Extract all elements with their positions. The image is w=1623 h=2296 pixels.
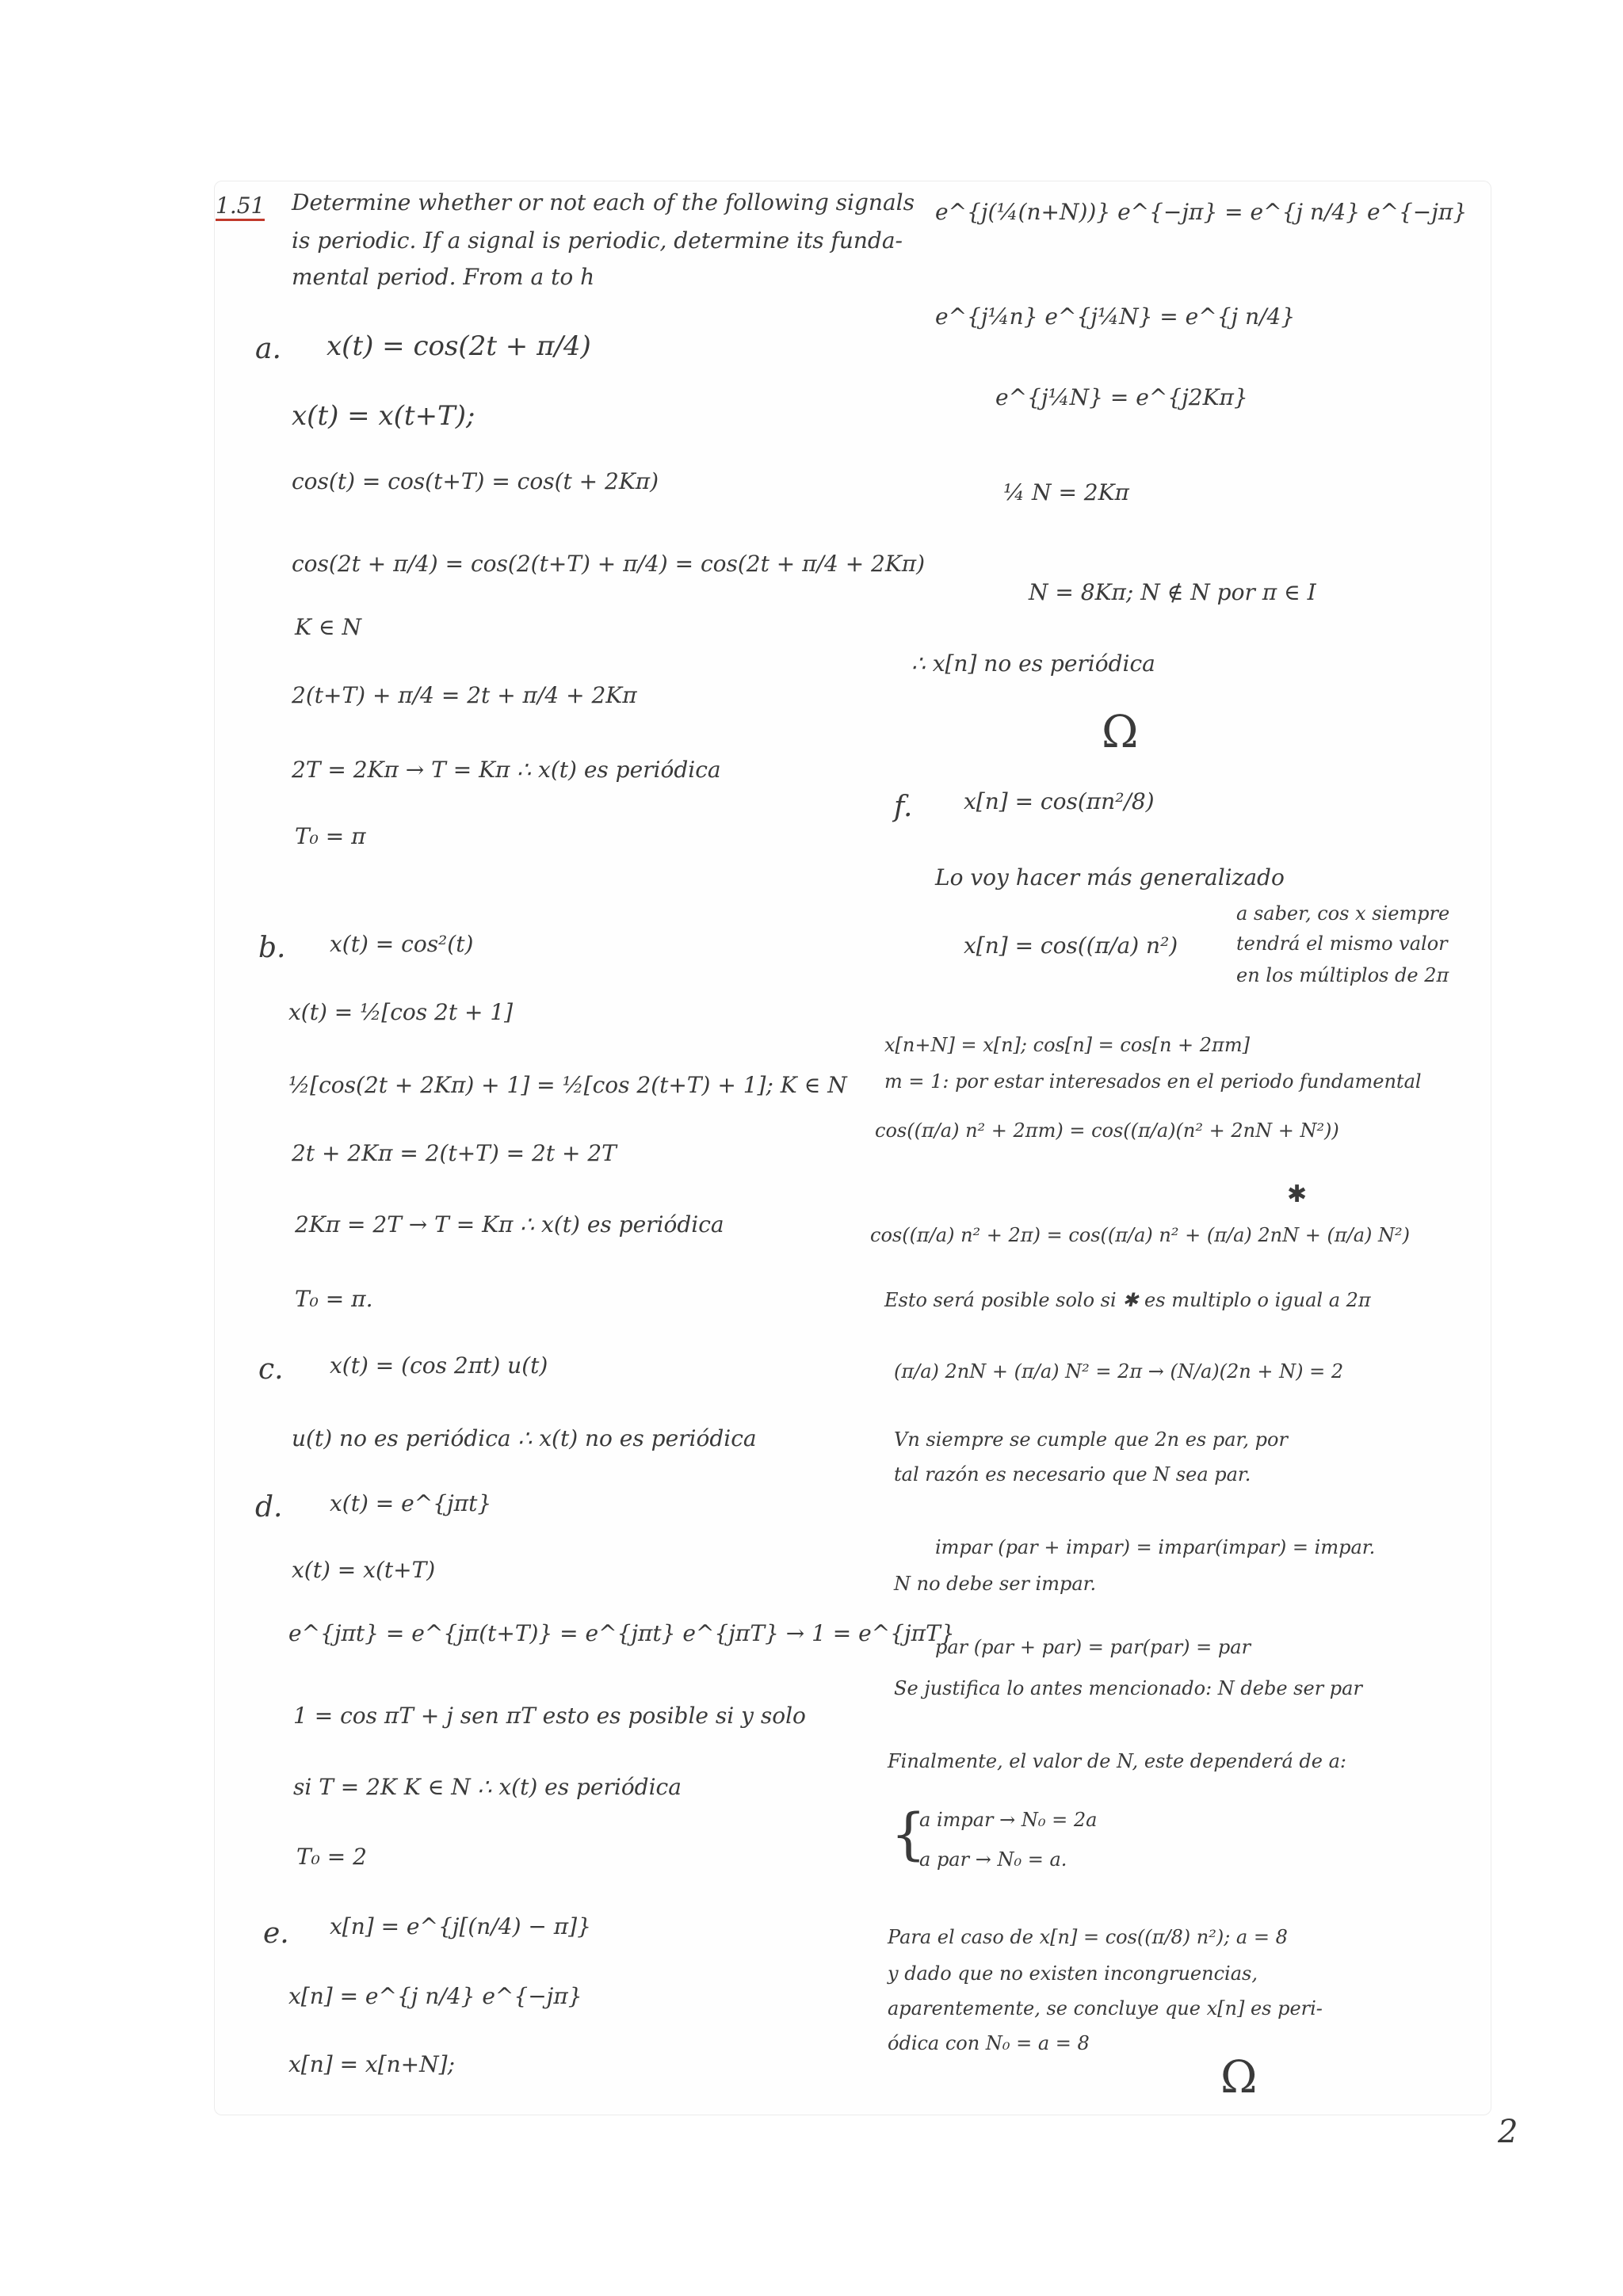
part-f-line: y dado que no existen incongruencias, [888, 1962, 1258, 1985]
part-e-line: N = 8Kπ; N ∉ N por π ∈ I [1029, 579, 1316, 605]
part-f-line: N no debe ser impar. [894, 1573, 1097, 1595]
part-a-line: cos(2t + π/4) = cos(2(t+T) + π/4) = cos(2t + π/4 + 2Kπ) [292, 551, 926, 577]
part-e-label: e. [263, 1917, 289, 1950]
part-f-line: Esto será posible solo si ✱ es multiplo o igual a 2π [884, 1289, 1371, 1311]
part-f-line: Lo voy hacer más generalizado [935, 864, 1285, 891]
part-b-line: T₀ = π. [295, 1286, 373, 1312]
part-f-line: Finalmente, el valor de N, este dependerá de a: [888, 1750, 1346, 1772]
part-f-line: x[n] = cos(πn²/8) [964, 788, 1155, 814]
problem-number: 1.51 [216, 193, 265, 221]
part-b-line: ½[cos(2t + 2Kπ) + 1] = ½[cos 2(t+T) + 1]; K ∈ N [288, 1072, 847, 1098]
problem-statement-line: Determine whether or not each of the following signals [292, 189, 915, 215]
part-d-line: T₀ = 2 [296, 1844, 367, 1870]
part-d-line: si T = 2K K ∈ N ∴ x(t) es periódica [293, 1774, 682, 1800]
part-a-line: T₀ = π [295, 823, 366, 849]
part-f-line: aparentemente, se concluye que x[n] es peri- [888, 1997, 1323, 2019]
part-e-line: ∴ x[n] no es periódica [911, 650, 1155, 677]
part-b-line: x(t) = ½[cos 2t + 1] [288, 999, 514, 1025]
part-f-line: impar (par + impar) = impar(impar) = impar. [935, 1536, 1376, 1558]
part-b-line: 2t + 2Kπ = 2(t+T) = 2t + 2T [292, 1140, 617, 1166]
part-a-line: x(t) = cos(2t + π/4) [327, 330, 591, 362]
part-e-line: x[n] = e^{j[(n/4) − π]} [330, 1913, 591, 1939]
part-b-line: x(t) = cos²(t) [330, 931, 474, 957]
side-note-line: en los múltiplos de 2π [1236, 964, 1449, 986]
part-e-line: ¼ N = 2Kπ [1003, 479, 1129, 505]
part-a-label: a. [255, 333, 281, 365]
part-f-line: ódica con N₀ = a = 8 [888, 2032, 1090, 2054]
star-mark: ✱ [1287, 1180, 1308, 1208]
page-number: 2 [1498, 2114, 1518, 2150]
part-a-line: K ∈ N [295, 614, 361, 640]
part-d-line: x(t) = x(t+T) [292, 1557, 436, 1583]
part-f-line: x[n+N] = x[n]; cos[n] = cos[n + 2πm] [884, 1034, 1250, 1056]
part-f-line: a impar → N₀ = 2a [919, 1809, 1098, 1831]
side-note-line: tendrá el mismo valor [1236, 933, 1448, 955]
part-e-line: e^{j(¼(n+N))} e^{−jπ} = e^{j n/4} e^{−jπ} [935, 199, 1468, 225]
part-a-line: 2T = 2Kπ → T = Kπ ∴ x(t) es periódica [292, 757, 721, 783]
part-a-line: x(t) = x(t+T); [292, 400, 475, 432]
part-e-line: e^{j¼N} = e^{j2Kπ} [995, 384, 1248, 410]
part-f-label: f. [894, 791, 913, 823]
part-c-line: x(t) = (cos 2πt) u(t) [330, 1352, 548, 1379]
part-d-label: d. [255, 1491, 283, 1524]
part-f-line: cos((π/a) n² + 2πm) = cos((π/a)(n² + 2nN + N²)) [875, 1119, 1339, 1142]
part-a-line: cos(t) = cos(t+T) = cos(t + 2Kπ) [292, 468, 659, 494]
part-c-line: u(t) no es periódica ∴ x(t) no es periódica [292, 1425, 757, 1451]
end-of-part-symbol: Ω [1102, 707, 1139, 758]
part-f-line: Se justifica lo antes mencionado: N debe ser par [894, 1677, 1362, 1699]
part-f-line: cos((π/a) n² + 2π) = cos((π/a) n² + (π/a) 2nN + (π/a) N²) [870, 1224, 1410, 1246]
part-f-line: Vn siempre se cumple que 2n es par, por [894, 1428, 1288, 1451]
part-e-line: x[n] = e^{j n/4} e^{−jπ} [288, 1983, 582, 2009]
part-f-line: par (par + par) = par(par) = par [935, 1636, 1251, 1658]
part-f-line: m = 1: por estar interesados en el periodo fundamental [884, 1070, 1422, 1093]
part-f-line: x[n] = cos((π/a) n²) [964, 933, 1178, 959]
side-note-line: a saber, cos x siempre [1236, 902, 1450, 925]
part-b-label: b. [258, 932, 286, 964]
part-c-label: c. [258, 1353, 284, 1386]
problem-statement-line: mental period. From a to h [292, 264, 595, 290]
part-f-line: (π/a) 2nN + (π/a) N² = 2π → (N/a)(2n + N) = 2 [894, 1360, 1344, 1383]
part-e-line: e^{j¼n} e^{j¼N} = e^{j n/4} [935, 303, 1296, 330]
part-f-line: a par → N₀ = a. [919, 1848, 1067, 1871]
part-e-line: x[n] = x[n+N]; [288, 2051, 455, 2077]
end-of-part-symbol: Ω [1220, 2052, 1258, 2103]
problem-statement-line: is periodic. If a signal is periodic, determine its funda- [292, 227, 903, 254]
part-f-line: Para el caso de x[n] = cos((π/8) n²); a = 8 [888, 1926, 1288, 1948]
part-d-line: 1 = cos πT + j sen πT esto es posible si y solo [293, 1703, 806, 1729]
part-b-line: 2Kπ = 2T → T = Kπ ∴ x(t) es periódica [295, 1211, 724, 1238]
case-brace: { [891, 1802, 926, 1867]
part-d-line: x(t) = e^{jπt} [330, 1490, 492, 1516]
part-a-line: 2(t+T) + π/4 = 2t + π/4 + 2Kπ [292, 682, 637, 708]
part-f-line: tal razón es necesario que N sea par. [894, 1463, 1251, 1486]
part-d-line: e^{jπt} = e^{jπ(t+T)} = e^{jπt} e^{jπT} → 1 = e^{jπT} [288, 1620, 955, 1646]
